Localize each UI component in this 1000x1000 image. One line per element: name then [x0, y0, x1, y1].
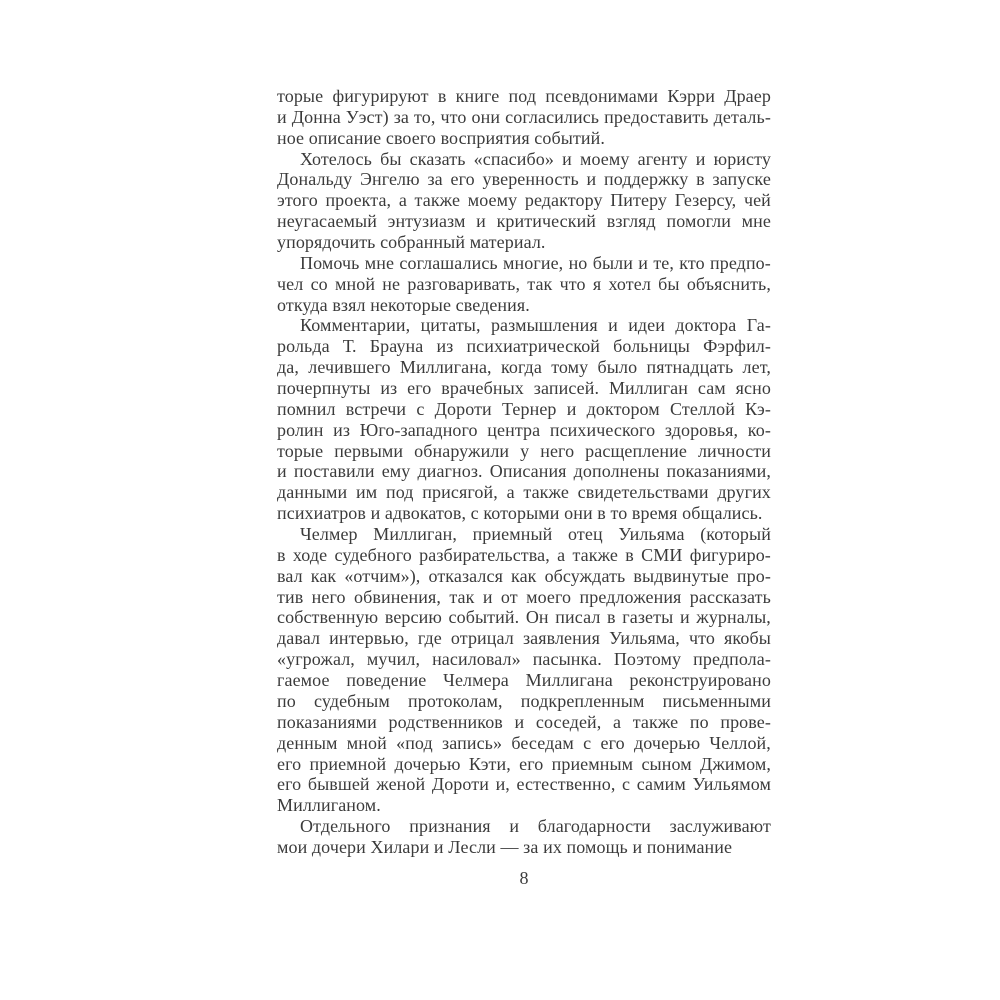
text-line: в ходе судебного разбирательства, а также в СМИ фигуриро- [277, 544, 771, 565]
text-line: собственную версию событий. Он писал в газеты и журналы, [277, 607, 771, 628]
page-number: 8 [519, 868, 529, 888]
text-line: по судебным протоколам, подкрепленным письменными [277, 690, 771, 711]
text-line: показаниями родственников и соседей, а также по прове- [277, 711, 771, 732]
text-line: помнил встречи с Дороти Тернер и доктором Стеллой Кэ- [277, 398, 771, 419]
text-line: Комментарии, цитаты, размышления и идеи доктора Га- [300, 315, 771, 336]
text-line: неугасаемый энтузиазм и критический взгляд помогли мне [277, 211, 771, 232]
text-line: данными им под присягой, а также свидетельствами других [277, 482, 771, 503]
text-line: почерпнуты из его врачебных записей. Миллиган сам ясно [277, 378, 771, 399]
text-line: упорядочить собранный материал. [277, 232, 546, 253]
text-line: вал как «отчим»), отказался как обсуждать выдвинутые про- [277, 565, 771, 586]
paragraph [277, 816, 771, 858]
paragraph [277, 86, 771, 149]
text-line: психиатров и адвокатов, с которыми они в то время общались. [277, 503, 763, 524]
text-line: Хотелось бы сказать «спасибо» и моему агенту и юристу [300, 148, 771, 169]
paragraph [277, 524, 771, 816]
text-line: ное описание своего восприятия событий. [277, 127, 605, 148]
text-line: давал интервью, где отрицал заявления Уильяма, что якобы [277, 628, 771, 649]
text-line: и поставили ему диагноз. Описания дополнены показаниями, [277, 461, 771, 482]
text-line: чел со мной не разговаривать, так что я хотел бы объяснить, [277, 273, 771, 294]
text-line: гаемое поведение Челмера Миллигана реконструировано [277, 670, 771, 691]
text-line: да, лечившего Миллигана, когда тому было пятнадцать лет, [277, 357, 771, 378]
text-line: Дональду Энгелю за его уверенность и поддержку в запуске [277, 169, 771, 190]
text-line: Миллиганом. [277, 795, 381, 816]
text-line: торые фигурируют в книге под псевдонимами Кэрри Драер [277, 86, 771, 106]
paragraph [277, 149, 771, 253]
text-line: откуда взял некоторые сведения. [277, 294, 530, 315]
paragraph [277, 315, 771, 524]
text-line: этого проекта, а также моему редактору Питеру Гезерсу, чей [277, 190, 771, 211]
text-line: его приемной дочерью Кэти, его приемным сыном Джимом, [277, 753, 771, 774]
text-line: ролин из Юго-западного центра психического здоровья, ко- [277, 419, 771, 440]
text-line: мои дочери Хилари и Лесли — за их помощь и понимание [277, 836, 733, 857]
text-line: Челмер Миллиган, приемный отец Уильяма (который [300, 524, 771, 545]
text-line: денным мной «под запись» беседам с его дочерью Челлой, [277, 732, 771, 753]
paragraph [277, 253, 771, 316]
text-block [277, 86, 771, 858]
text-line: тив него обвинения, так и от моего предложения рассказать [277, 586, 771, 607]
text-line: и Донна Уэст) за то, что они согласились предоставить деталь- [277, 106, 771, 127]
text-line: Отдельного признания и благодарности заслуживают [300, 816, 771, 837]
text-line: рольда Т. Брауна из психиатрической больницы Фэрфил- [277, 336, 771, 357]
text-line: торые первыми обнаружили у него расщепление личности [277, 440, 771, 461]
text-line: его бывшей женой Дороти и, естественно, с самим Уильямом [277, 774, 771, 795]
text-line: Помочь мне соглашались многие, но были и те, кто предпо- [300, 252, 771, 273]
text-line: «угрожал, мучил, насиловал» пасынка. Поэтому предпола- [277, 649, 771, 670]
